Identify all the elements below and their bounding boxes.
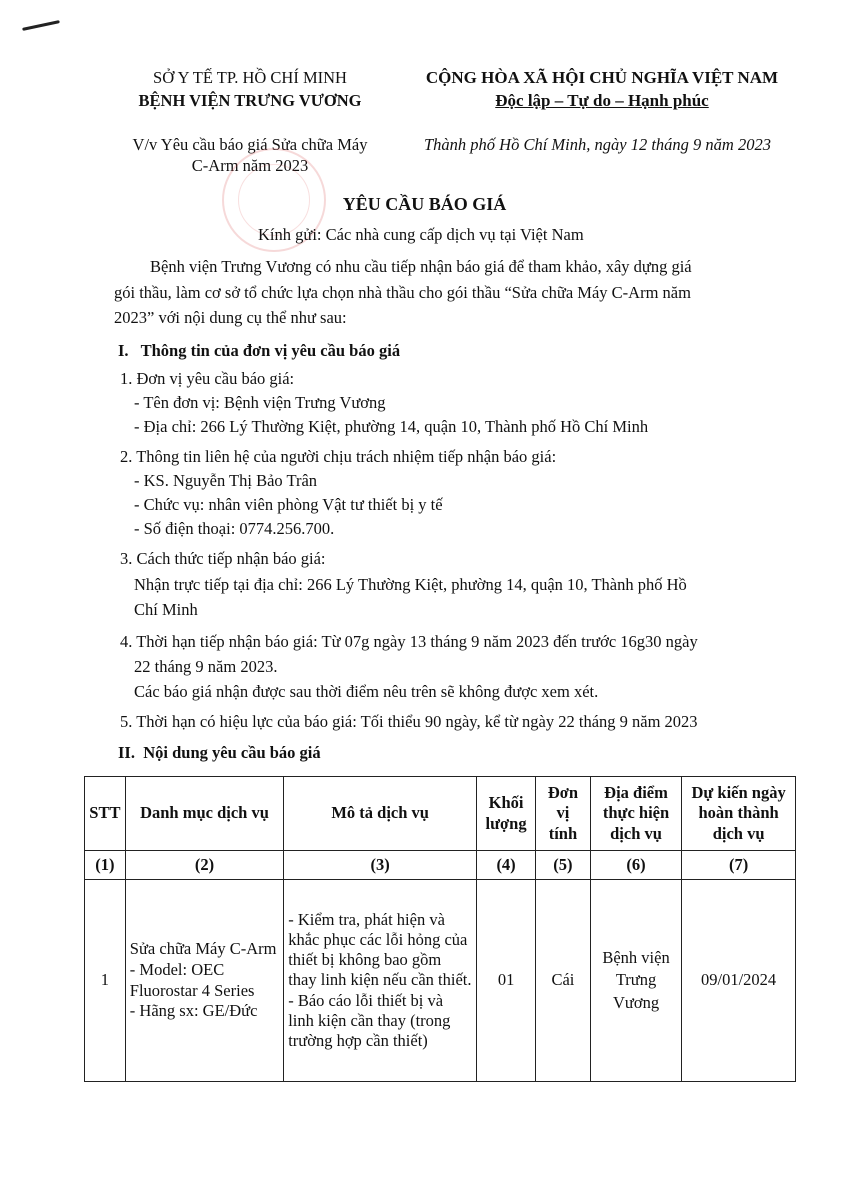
- service-maker: - Hãng sx: GE/Đức: [129, 1001, 258, 1021]
- header-completion: [682, 777, 796, 851]
- section-1-heading: I. Thông tin của đơn vị yêu cầu báo giá: [118, 341, 401, 360]
- service-model: - Model: OEC Fluorostar 4 Series: [129, 959, 255, 1000]
- item-4-line-1: 4. Thời hạn tiếp nhận báo giá: Từ 07g ngày 13 tháng 9 năm 2023 đến trước 16g30 ngày: [120, 632, 698, 651]
- row-unit: Cái: [536, 880, 591, 1082]
- item-3-line-2: Chí Minh: [134, 600, 198, 619]
- header-qty-l1: Khối: [488, 792, 524, 812]
- item-2-phone: - Số điện thoại: 0774.256.700.: [134, 519, 335, 538]
- header-unit-l2: tính: [548, 823, 578, 843]
- row-description: [284, 880, 477, 1082]
- item-3-label: 3. Cách thức tiếp nhận báo giá:: [120, 549, 326, 568]
- header-qty: [477, 777, 536, 851]
- header-service: Danh mục dịch vụ: [125, 777, 283, 851]
- header-done-l2: hoàn thành: [698, 803, 779, 823]
- table-row: [85, 880, 796, 1082]
- section-2-heading: II. Nội dung yêu cầu báo giá: [118, 743, 321, 762]
- service-name: Sửa chữa Máy C-Arm: [129, 939, 277, 959]
- row-service: [125, 880, 283, 1082]
- col-number: (1): [85, 851, 126, 880]
- intro-line-1: Bệnh viện Trưng Vương có nhu cầu tiếp nhận báo giá để tham khảo, xây dựng giá: [150, 257, 692, 276]
- services-table: [84, 776, 796, 1082]
- item-5: 5. Thời hạn có hiệu lực của báo giá: Tối thiểu 90 ngày, kể từ ngày 22 tháng 9 năm 2023: [120, 712, 698, 731]
- agency-name: SỞ Y TẾ TP. HỒ CHÍ MINH: [153, 68, 347, 87]
- row-qty: 01: [477, 880, 536, 1082]
- col-number: (5): [536, 851, 591, 880]
- table-header-row: [85, 777, 796, 851]
- row-completion: 09/01/2024: [682, 880, 796, 1082]
- subject-line-2: C-Arm năm 2023: [191, 156, 309, 175]
- header-loc-l2: thực hiện: [602, 803, 670, 823]
- item-4-line-2: 22 tháng 9 năm 2023.: [134, 657, 278, 676]
- hospital-name: BỆNH VIỆN TRƯNG VƯƠNG: [138, 91, 362, 110]
- header-done-l1: Dự kiến ngày: [691, 782, 786, 802]
- col-number: (4): [477, 851, 536, 880]
- item-4-line-3: Các báo giá nhận được sau thời điểm nêu trên sẽ không được xem xét.: [134, 682, 599, 701]
- item-1-name: - Tên đơn vị: Bệnh viện Trưng Vương: [134, 393, 386, 412]
- col-number: (2): [125, 851, 283, 880]
- intro-line-3: 2023” với nội dung cụ thể như sau:: [114, 308, 347, 327]
- motto-text: Độc lập – Tự do – Hạnh phúc: [495, 91, 709, 110]
- row-stt: 1: [85, 880, 126, 1082]
- item-1-address: - Địa chỉ: 266 Lý Thường Kiệt, phường 14, quận 10, Thành phố Hồ Chí Minh: [134, 417, 649, 436]
- greeting: Kính gửi: Các nhà cung cấp dịch vụ tại Việt Nam: [258, 225, 584, 244]
- item-1-label: 1. Đơn vị yêu cầu báo giá:: [120, 369, 295, 388]
- item-2-position: - Chức vụ: nhân viên phòng Vật tư thiết bị y tế: [134, 495, 443, 514]
- subject-line-1: V/v Yêu cầu báo giá Sửa chữa Máy: [132, 135, 368, 154]
- document-title: YÊU CẦU BÁO GIÁ: [342, 194, 507, 214]
- header-done-l3: dịch vụ: [712, 823, 765, 843]
- date-place: Thành phố Hồ Chí Minh, ngày 12 tháng 9 năm 2023: [424, 135, 771, 154]
- nation-title: CỘNG HÒA XÃ HỘI CHỦ NGHĨA VIỆT NAM: [425, 68, 779, 87]
- col-number: (7): [682, 851, 796, 880]
- row-location: Bệnh viện Trưng Vương: [590, 880, 681, 1082]
- table-numbering-row: [85, 851, 796, 880]
- item-2-label: 2. Thông tin liên hệ của người chịu trách nhiệm tiếp nhận báo giá:: [120, 447, 557, 466]
- header-desc: Mô tả dịch vụ: [284, 777, 477, 851]
- item-3-line-1: Nhận trực tiếp tại địa chỉ: 266 Lý Thường Kiệt, phường 14, quận 10, Thành phố Hồ: [134, 575, 687, 594]
- intro-line-2: gói thầu, làm cơ sở tổ chức lựa chọn nhà thầu cho gói thầu “Sửa chữa Máy C-Arm năm: [114, 283, 691, 302]
- header-loc-l1: Địa điểm: [604, 782, 668, 802]
- header-unit-l1: Đơn vị: [547, 782, 579, 823]
- desc-item-1: - Kiểm tra, phát hiện và khắc phục các lỗi hỏng của thiết bị không bao gồm thay linh kiện nếu cần thiết.: [288, 910, 472, 990]
- header-qty-l2: lượng: [485, 813, 527, 833]
- national-motto: [416, 90, 788, 113]
- header-stt: STT: [85, 777, 126, 851]
- desc-item-2: - Báo cáo lỗi thiết bị và linh kiện cần thay (trong trường hợp cần thiết): [288, 990, 451, 1050]
- col-number: (3): [284, 851, 477, 880]
- col-number: (6): [590, 851, 681, 880]
- item-2-person: - KS. Nguyễn Thị Bảo Trân: [134, 471, 318, 490]
- header-unit: [536, 777, 591, 851]
- header-location: [590, 777, 681, 851]
- header-loc-l3: dịch vụ: [610, 823, 662, 843]
- pen-stroke-mark: [22, 20, 60, 31]
